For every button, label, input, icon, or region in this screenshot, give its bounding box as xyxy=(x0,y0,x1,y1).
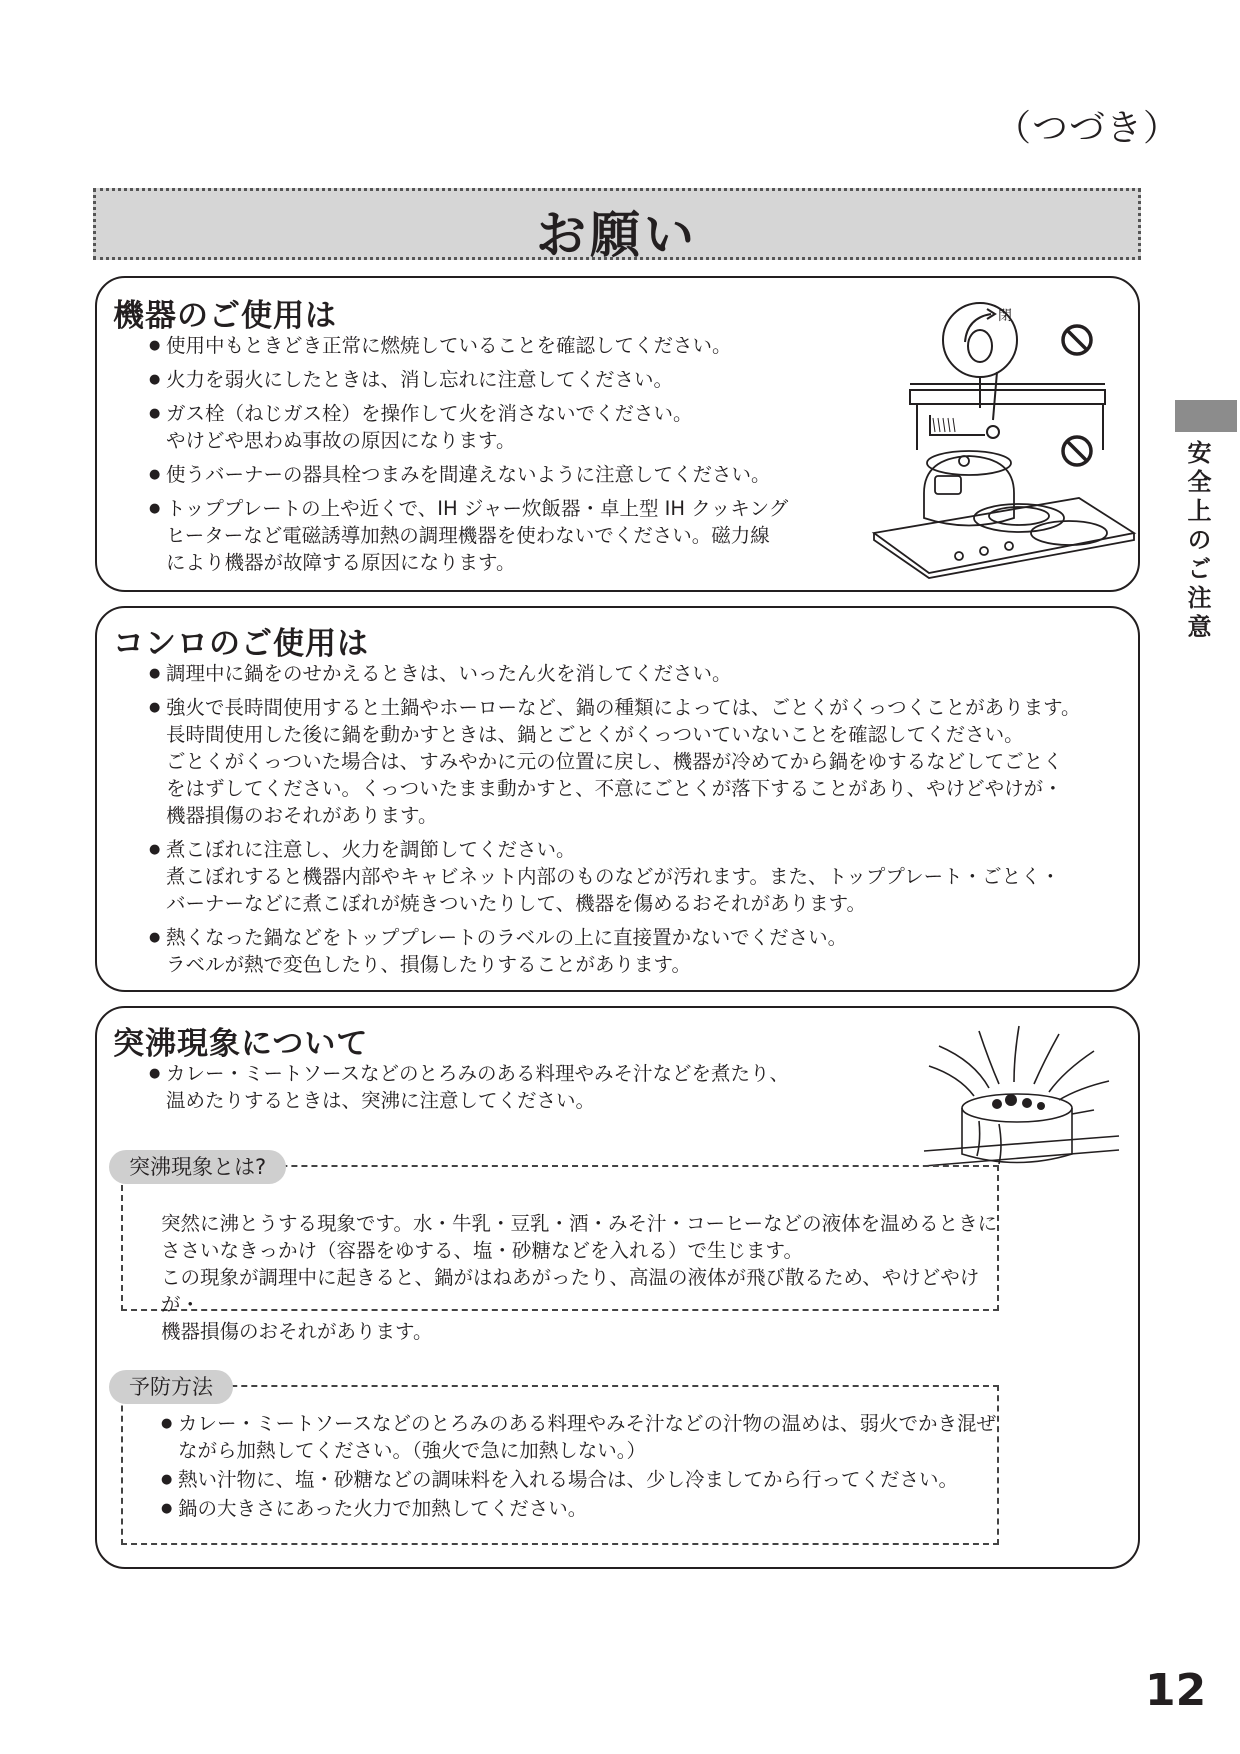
page-title: お願い xyxy=(536,206,698,264)
panel-bumping xyxy=(95,1006,1140,1569)
bullet-list xyxy=(149,660,1129,985)
list-item: ● カレー・ミートソースなどのとろみのある料理やみそ汁などを煮たり、 温めたりするときは、突沸に注意してください。 xyxy=(149,1060,949,1114)
panel-stove-usage xyxy=(95,606,1140,992)
list-item: ● 強火で長時間使用すると土鍋やホーローなど、鍋の種類によっては、ごとくがくっつくことがあります。 長時間使用した後に鍋を動かすときは、鍋とごとくがくっついていないことを確認してください。 ごとくがくっついた場合は、すみやかに元の位置に戻し、機器が冷めてから鍋をゆするなどしてごとく をはずしてください。くっついたまま動かすと、不意にごとくが落下することがあり、やけどやけが・ 機器損傷のおそれがあります。 xyxy=(149,694,1129,829)
prevention-tag: 予防方法 xyxy=(109,1370,233,1404)
side-tab-label: 安全上のご注意 xyxy=(1183,440,1212,643)
list-item: ● トッププレートの上や近くで、IH ジャー炊飯器・卓上型 IH クッキング ヒーターなど電磁誘導加熱の調理機器を使わないでください。磁力線 により機器が故障する原因になります。 xyxy=(149,495,949,576)
bullet-list xyxy=(149,1060,949,1121)
list-item: ● 煮こぼれに注意し、火力を調節してください。 煮こぼれすると機器内部やキャビネット内部のものなどが汚れます。また、トッププレート・ごとく・ バーナーなどに煮こぼれが焼きついたりして、機器を傷めるおそれがあります。 xyxy=(149,836,1129,917)
section-title: 突沸現象について xyxy=(113,1026,369,1062)
prohibition-icon xyxy=(1063,326,1091,354)
definition-tag: 突沸現象とは? xyxy=(109,1150,286,1184)
bullet-list xyxy=(149,332,949,583)
page-number: 12 xyxy=(1145,1665,1207,1716)
list-item: ● カレー・ミートソースなどのとろみのある料理やみそ汁などの汁物の温めは、弱火でかき混ぜ ながら加熱してください。（強火で急に加熱しない。） xyxy=(161,1410,1001,1464)
boiling-pot-illustration xyxy=(919,1026,1129,1176)
list-item: ● 熱くなった鍋などをトッププレートのラベルの上に直接置かないでください。 ラベルが熱で変色したり、損傷したりすることがあります。 xyxy=(149,924,1129,978)
list-item: ● 使用中もときどき正常に燃焼していることを確認してください。 xyxy=(149,332,949,359)
list-item: ● ガス栓（ねじガス栓）を操作して火を消さないでください。 やけどや思わぬ事故の原因になります。 xyxy=(149,400,949,454)
list-item: ● 使うバーナーの器具栓つまみを間違えないように注意してください。 xyxy=(149,461,949,488)
panel-device-usage xyxy=(95,276,1140,592)
rice-cooker-illustration xyxy=(869,438,1139,578)
header-bar xyxy=(93,188,1141,264)
side-tab-marker xyxy=(1175,400,1237,432)
gas-valve-illustration xyxy=(905,300,1135,450)
prevention-list xyxy=(161,1410,1001,1524)
list-item: ● 調理中に鍋をのせかえるときは、いったん火を消してください。 xyxy=(149,660,1129,687)
section-title: 機器のご使用は xyxy=(113,298,337,334)
continued-label: （つづき） xyxy=(995,108,1181,149)
closed-label: 閉 xyxy=(998,308,1012,324)
list-item: ● 火力を弱火にしたときは、消し忘れに注意してください。 xyxy=(149,366,949,393)
prohibition-icon xyxy=(1063,437,1091,465)
list-item: ● 熱い汁物に、塩・砂糖などの調味料を入れる場合は、少し冷ましてから行ってください。 xyxy=(161,1466,1001,1493)
definition-text: 突然に沸とうする現象です。水・牛乳・豆乳・酒・みそ汁・コーヒーなどの液体を温めるときに ささいなきっかけ（容器をゆする、塩・砂糖などを入れる）で生じます。 この現象が調理中に起きると、鍋がはねあがったり、高温の液体が飛び散るため、やけどやけが・ 機器損傷のおそれがあります。 xyxy=(161,1212,998,1343)
section-title: コンロのご使用は xyxy=(113,626,369,662)
list-item: ● 鍋の大きさにあった火力で加熱してください。 xyxy=(161,1495,1001,1522)
